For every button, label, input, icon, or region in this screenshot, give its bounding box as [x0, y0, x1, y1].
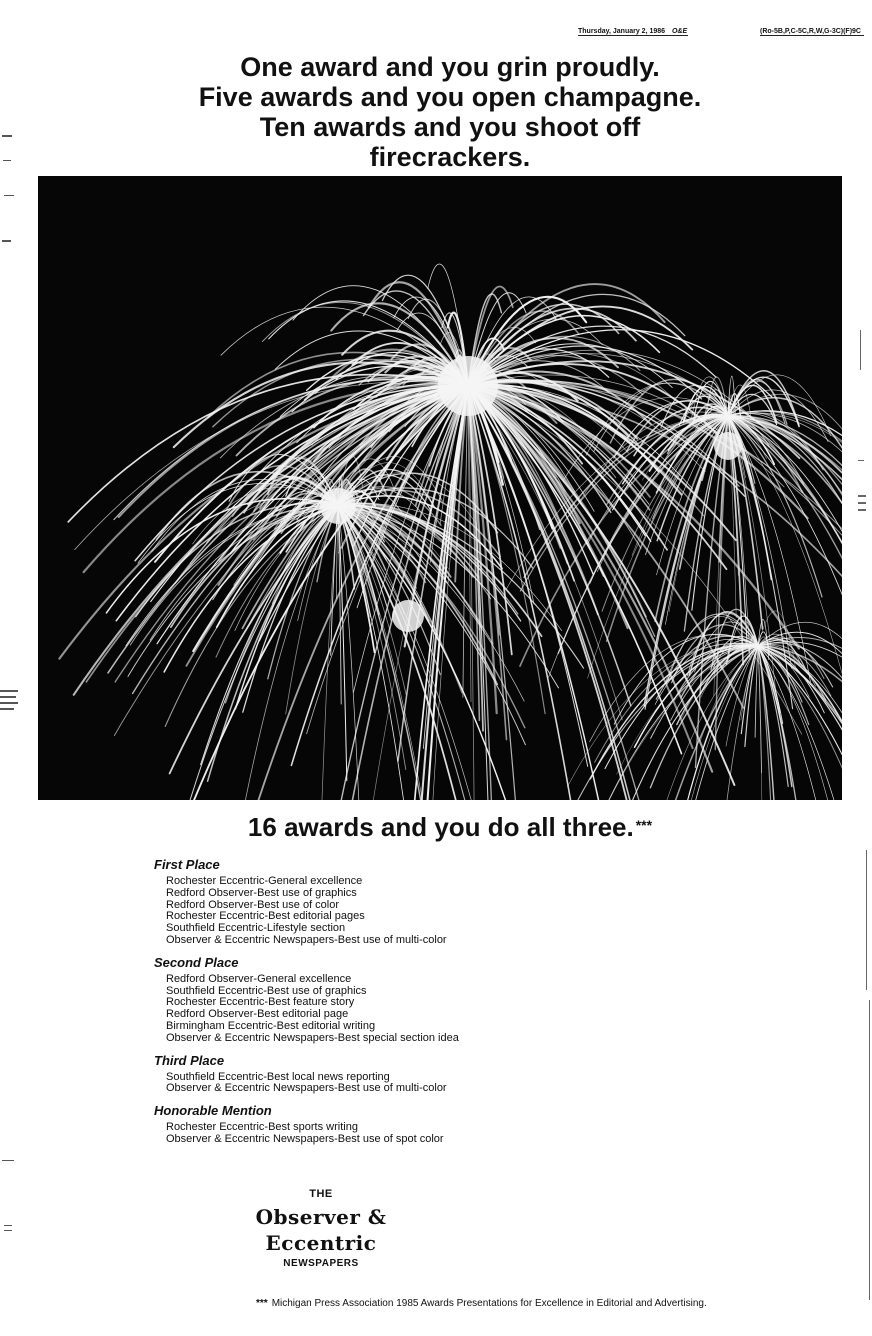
award-item: Redford Observer-Best use of color [166, 898, 340, 911]
signature-logo-name: Observer & Eccentric [255, 1205, 387, 1255]
publisher-signature [206, 1188, 436, 1269]
dateline-edition: O&E [671, 28, 688, 35]
award-item: Rochester Eccentric-General excellence [166, 875, 363, 887]
award-group-title: Second Place [154, 954, 239, 970]
award-item: Rochester Eccentric-Best editorial pages [166, 910, 365, 923]
dateline [578, 28, 688, 36]
subhead [120, 808, 780, 844]
awards-list [150, 856, 590, 1153]
subhead-text: 16 awards and you do all three. [247, 812, 634, 842]
footnote-marker: *** [256, 1298, 268, 1309]
award-group-third-place [150, 1052, 590, 1096]
award-item: Southfield Eccentric-Best local news reporting [166, 1070, 390, 1083]
fireworks-burst-image [38, 176, 842, 800]
award-item: Rochester Eccentric-Best feature story [166, 996, 355, 1009]
left-margin-noise [0, 0, 18, 1336]
award-item: Southfield Eccentric-Best use of graphics [166, 984, 367, 997]
headline [60, 52, 840, 172]
signature-newspapers: NEWSPAPERS [283, 1258, 359, 1269]
headline-line-2: Five awards and you open champagne. [198, 82, 702, 112]
award-item: Redford Observer-Best use of graphics [166, 886, 357, 899]
footnote-text: Michigan Press Association 1985 Awards Presentations for Excellence in Editorial and Advertising. [271, 1298, 707, 1309]
award-group-second-place [150, 954, 590, 1045]
award-item: Rochester Eccentric-Best sports writing [166, 1121, 358, 1134]
award-group-title: Honorable Mention [154, 1103, 272, 1119]
award-item: Observer & Eccentric Newspapers-Best use of multi-color [166, 1082, 447, 1095]
award-group-first-place [150, 856, 590, 947]
award-item: Observer & Eccentric Newspapers-Best use of multi-color [166, 933, 447, 946]
fireworks-photo [38, 176, 842, 800]
headline-line-1: One award and you grin proudly. [240, 52, 660, 82]
award-group-title: Third Place [154, 1052, 225, 1068]
award-item: Redford Observer-General excellence [166, 972, 352, 985]
award-item: Southfield Eccentric-Lifestyle section [166, 922, 346, 935]
headline-line-3: Ten awards and you shoot off [259, 112, 641, 142]
headline-line-4: firecrackers. [369, 142, 531, 172]
award-item: Birmingham Eccentric-Best editorial writing [166, 1019, 376, 1032]
zone-codes: (Ro-5B,P,C-5C,R,W,G-3C)(F)9C [760, 28, 864, 36]
award-item: Redford Observer-Best editorial page [166, 1008, 349, 1021]
right-margin-noise [854, 0, 872, 1336]
award-item: Observer & Eccentric Newspapers-Best use of spot color [166, 1132, 444, 1145]
award-group-honorable-mention [150, 1102, 590, 1146]
dateline-date: Thursday, January 2, 1986 [578, 28, 666, 35]
subhead-marker: *** [635, 817, 653, 833]
footnote [256, 1298, 736, 1309]
award-item: Observer & Eccentric Newspapers-Best special section idea [166, 1031, 459, 1044]
award-group-title: First Place [154, 857, 220, 872]
signature-the: THE [309, 1188, 333, 1200]
